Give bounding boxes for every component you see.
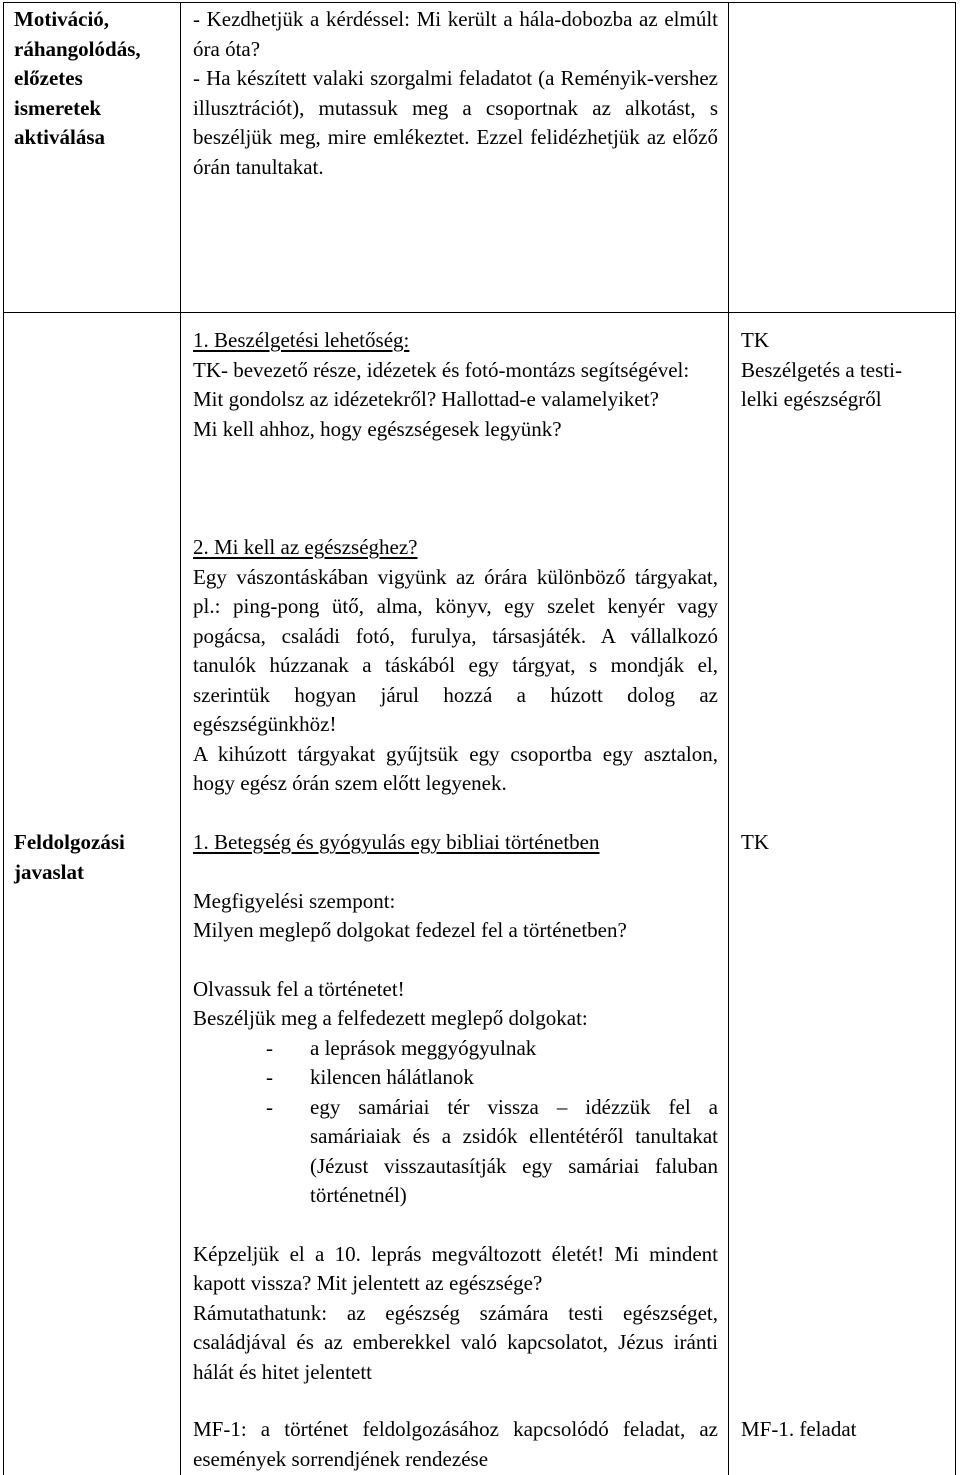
read-instruction: Olvassuk fel a történetet!	[193, 976, 405, 1001]
motivation-paragraph: - Ha készített valaki szorgalmi feladatot (a Reményik-vershez illusztrációt), mutassuk meg a csoportnak az alkotást, s beszéljük meg, mire emlékeztet. Ezzel felidézhetjük az előző órán tanultakat.	[193, 66, 718, 179]
health-section	[193, 533, 718, 799]
row-label-line: aktiválása	[14, 125, 106, 149]
list-item	[193, 1034, 718, 1064]
row-label-line: javaslat	[14, 859, 84, 884]
list-item-text: kilencen hálátlanok	[310, 1065, 474, 1089]
story-side-note: TK	[741, 830, 769, 854]
discuss-instruction: Beszéljük meg a felfedezett meglepő dolgokat:	[193, 1006, 588, 1030]
table-row-divider	[3, 312, 956, 313]
bullet-dash: -	[266, 1094, 273, 1119]
side-note-line: TK	[741, 328, 769, 352]
health-paragraph: Egy vászontáskában vigyünk az órára különböző tárgyakat, pl.: ping-pong ütő, alma, könyv, egy szelet kenyér vagy pogácsa, családi fotó, furulya, társasjáték. A vállalkozó tanulók húzzanak a táskából egy tárgyat, s mondják el, szerintük hogyan járul hozzá a húzott dolog az egészségünkhöz!	[193, 564, 718, 736]
bullet-dash: -	[266, 1065, 273, 1089]
table-border-right	[955, 2, 956, 1475]
row-label-line: ismeretek	[14, 95, 102, 120]
talk-line: TK- bevezető része, idézetek és fotó-montázs segítségével:	[193, 357, 690, 382]
mf-side-note: MF-1. feladat	[741, 1417, 857, 1441]
table-border-col1	[180, 2, 181, 1475]
list-item	[193, 1093, 718, 1211]
side-note-line: lelki egészségről	[741, 387, 882, 411]
story-heading: 1. Betegség és gyógyulás egy bibliai történetben	[193, 830, 600, 854]
talk-line: Mi kell ahhoz, hogy egészségesek legyünk?	[193, 416, 562, 441]
row-label-motivation	[14, 5, 179, 153]
list-item-text: a leprások meggyógyulnak	[310, 1035, 537, 1060]
row-label-line: ráhangolódás,	[14, 36, 141, 61]
motivation-paragraph: - Kezdhetjük a kérdéssel: Mi került a hála-dobozba az elmúlt óra óta?	[193, 7, 718, 61]
talk-side-note	[741, 326, 953, 415]
mf-task: MF-1: a történet feldolgozásához kapcsolódó feladat, az események sorrendjének rendezése	[193, 1417, 718, 1471]
point-paragraph: Rámutathatunk: az egészség számára testi egészséget, családjával és az emberekkel való kapcsolatot, Jézus iránti hálát és hitet jelentett	[193, 1300, 718, 1384]
list-item	[193, 1063, 718, 1093]
row-label-line: előzetes	[14, 66, 83, 90]
row-label-line: Motiváció,	[14, 7, 110, 31]
talk-section	[193, 326, 718, 444]
bullet-dash: -	[266, 1035, 273, 1060]
observation-label: Megfigyelési szempont:	[193, 888, 396, 913]
table-border-left	[3, 2, 4, 1475]
table-border-col2	[728, 2, 729, 1475]
table-border-top	[3, 2, 956, 3]
talk-heading: 1. Beszélgetési lehetőség:	[193, 328, 410, 352]
observation-question: Milyen meglepő dolgokat fedezel fel a történetben?	[193, 918, 627, 942]
motivation-content	[193, 5, 718, 182]
story-section	[193, 828, 718, 1387]
health-heading: 2. Mi kell az egészséghez?	[193, 535, 418, 559]
row-label-processing	[14, 828, 179, 887]
row-label-line: Feldolgozási	[14, 830, 125, 854]
talk-line: Mit gondolsz az idézetekről? Hallottad-e valamelyiket?	[193, 387, 659, 411]
list-item-text: egy samáriai tér vissza – idézzük fel a samáriaiak és a zsidók ellentétéről tanultakat (Jézust visszautasítják egy samáriai faluban történetnél)	[310, 1094, 718, 1207]
imagine-paragraph: Képzeljük el a 10. leprás megváltozott életét! Mi mindent kapott vissza? Mit jelentett az egészsége?	[193, 1241, 718, 1295]
side-note-line: Beszélgetés a testi-	[741, 357, 902, 382]
health-paragraph: A kihúzott tárgyakat gyűjtsük egy csoportba egy asztalon, hogy egész órán szem előtt legyenek.	[193, 741, 718, 795]
